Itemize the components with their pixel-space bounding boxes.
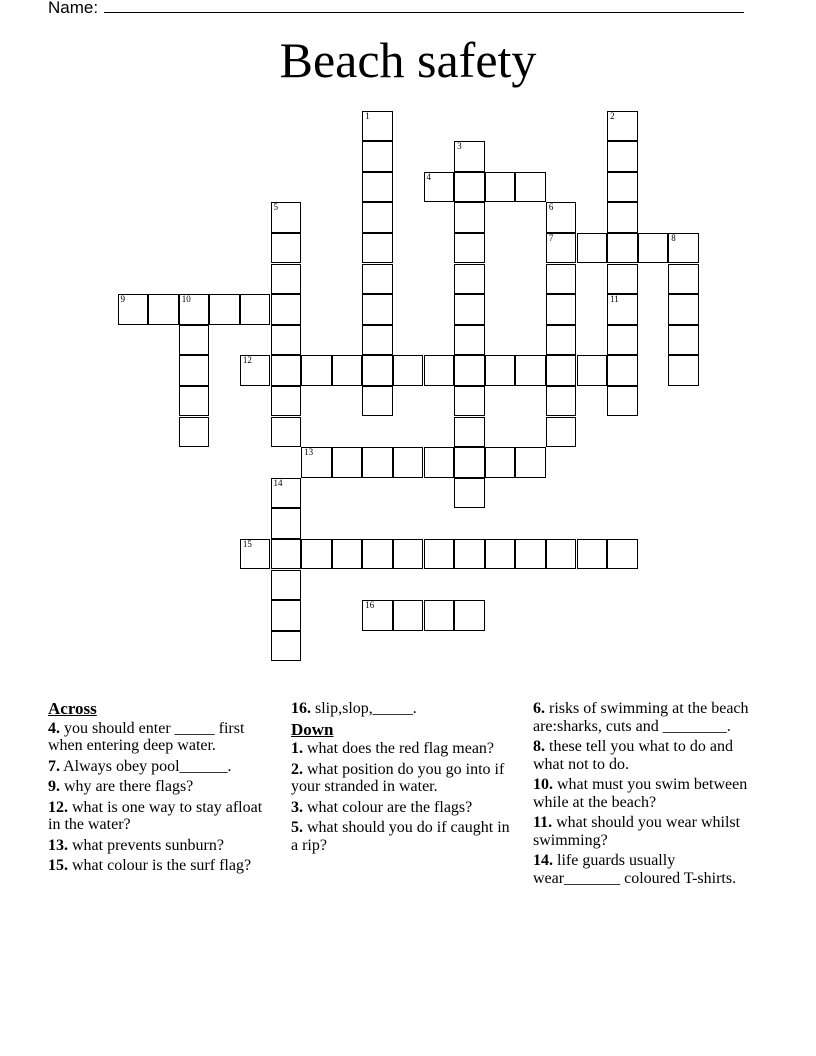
grid-cell[interactable] (607, 294, 638, 325)
grid-cell[interactable] (424, 447, 455, 478)
grid-cell[interactable] (118, 294, 149, 325)
grid-cell[interactable] (271, 600, 302, 631)
grid-cell[interactable] (301, 355, 332, 386)
grid-cell[interactable] (668, 325, 699, 356)
grid-cell[interactable] (393, 355, 424, 386)
grid-cell[interactable] (362, 264, 393, 295)
grid-cell[interactable] (393, 600, 424, 631)
grid-cell[interactable] (271, 264, 302, 295)
grid-cell[interactable] (546, 233, 577, 264)
grid-cell[interactable] (362, 355, 393, 386)
grid-cell[interactable] (393, 539, 424, 570)
grid-cell[interactable] (454, 386, 485, 417)
grid-cell[interactable] (546, 386, 577, 417)
grid-cell[interactable] (485, 172, 516, 203)
grid-cell[interactable] (271, 631, 302, 662)
grid-cell[interactable] (607, 386, 638, 417)
clue-text: what position do you go into if your stranded in water. (291, 760, 505, 795)
grid-cell[interactable] (271, 202, 302, 233)
cell-number: 3 (457, 141, 462, 152)
cell-number: 13 (304, 447, 314, 458)
grid-cell[interactable] (454, 600, 485, 631)
clue-number: 6. (533, 700, 545, 717)
cell-number: 5 (273, 202, 278, 213)
clue-down-6 (533, 700, 765, 735)
grid-cell[interactable] (362, 233, 393, 264)
clue-text: what prevents sunburn? (72, 836, 224, 854)
clue-text: slip,slop,_____. (315, 700, 417, 717)
grid-cell[interactable] (454, 233, 485, 264)
clue-text: what colour are the flags? (307, 798, 473, 816)
grid-cell[interactable] (454, 141, 485, 172)
clue-text: what colour is the surf flag? (72, 857, 252, 874)
clue-number: 14. (533, 852, 553, 869)
cell-number: 14 (273, 477, 283, 488)
grid-cell[interactable] (271, 417, 302, 448)
grid-cell[interactable] (271, 294, 302, 325)
grid-cell[interactable] (546, 325, 577, 356)
grid-cell[interactable] (362, 447, 393, 478)
clue-across-13 (48, 837, 270, 855)
grid-cell[interactable] (362, 386, 393, 417)
grid-cell[interactable] (546, 264, 577, 295)
grid-cell[interactable] (546, 294, 577, 325)
grid-cell[interactable] (393, 447, 424, 478)
clue-number: 12. (48, 798, 68, 816)
grid-cell[interactable] (607, 233, 638, 264)
clue-text: why are there flags? (64, 778, 194, 795)
grid-cell[interactable] (546, 202, 577, 233)
clue-number: 10. (533, 776, 553, 793)
clue-column-2 (291, 700, 513, 857)
grid-cell[interactable] (546, 539, 577, 570)
cell-number: 11 (610, 294, 619, 305)
grid-cell[interactable] (424, 539, 455, 570)
clue-number: 5. (291, 819, 303, 836)
grid-cell[interactable] (301, 539, 332, 570)
grid-cell[interactable] (546, 417, 577, 448)
grid-cell[interactable] (454, 539, 485, 570)
clue-down-11 (533, 814, 765, 849)
clue-across-4 (48, 720, 270, 755)
grid-cell[interactable] (362, 111, 393, 142)
cell-number: 9 (120, 294, 125, 305)
grid-cell[interactable] (424, 355, 455, 386)
clue-number: 3. (291, 798, 303, 816)
clue-number: 15. (48, 857, 68, 874)
grid-cell[interactable] (332, 539, 363, 570)
cell-number: 10 (181, 294, 191, 305)
clue-text: you should enter _____ first when entering deep water. (48, 719, 245, 754)
grid-cell[interactable] (362, 202, 393, 233)
grid-cell[interactable] (454, 417, 485, 448)
grid-cell[interactable] (577, 355, 608, 386)
clue-across-9 (48, 778, 270, 796)
grid-cell[interactable] (209, 294, 240, 325)
grid-cell[interactable] (668, 233, 699, 264)
clue-number: 16. (291, 700, 311, 717)
grid-cell[interactable] (607, 202, 638, 233)
grid-cell[interactable] (179, 325, 210, 356)
clue-down-10 (533, 776, 765, 811)
grid-cell[interactable] (271, 570, 302, 601)
clue-down-3 (291, 799, 513, 817)
clue-text: these tell you what to do and what not to do. (533, 738, 733, 773)
clue-down-1 (291, 740, 513, 758)
grid-cell[interactable] (454, 478, 485, 509)
grid-cell[interactable] (240, 539, 271, 570)
grid-cell[interactable] (271, 233, 302, 264)
grid-cell[interactable] (668, 264, 699, 295)
grid-cell[interactable] (454, 447, 485, 478)
clue-down-5 (291, 819, 513, 854)
clue-across-7 (48, 758, 270, 776)
grid-cell[interactable] (424, 172, 455, 203)
clue-text: Always obey pool______. (63, 757, 232, 775)
grid-cell[interactable] (148, 294, 179, 325)
grid-cell[interactable] (454, 172, 485, 203)
grid-cell[interactable] (179, 355, 210, 386)
clue-across-15 (48, 857, 270, 875)
cell-number: 4 (426, 171, 431, 182)
grid-cell[interactable] (546, 355, 577, 386)
cell-number: 12 (242, 355, 252, 366)
grid-cell[interactable] (362, 600, 393, 631)
clue-number: 7. (48, 757, 60, 775)
clue-number: 4. (48, 719, 60, 737)
cell-number: 15 (242, 538, 252, 549)
grid-cell[interactable] (515, 539, 546, 570)
grid-cell[interactable] (362, 325, 393, 356)
cell-number: 7 (548, 232, 554, 243)
grid-cell[interactable] (271, 386, 302, 417)
grid-cell[interactable] (271, 355, 302, 386)
grid-cell[interactable] (332, 447, 363, 478)
grid-cell[interactable] (271, 325, 302, 356)
grid-cell[interactable] (454, 294, 485, 325)
grid-cell[interactable] (362, 172, 393, 203)
cell-number: 1 (365, 110, 370, 121)
grid-cell[interactable] (301, 447, 332, 478)
page-title: Beach safety (279, 32, 537, 88)
clue-text: what does the red flag mean? (307, 740, 495, 757)
clue-number: 1. (291, 740, 303, 757)
grid-cell[interactable] (577, 539, 608, 570)
grid-cell[interactable] (271, 539, 302, 570)
grid-cell[interactable] (638, 233, 669, 264)
grid-cell[interactable] (607, 355, 638, 386)
clue-column-3 (533, 700, 765, 890)
grid-cell[interactable] (668, 294, 699, 325)
grid-cell[interactable] (515, 447, 546, 478)
clue-down-14 (533, 852, 765, 887)
grid-cell[interactable] (240, 294, 271, 325)
grid-cell[interactable] (577, 233, 608, 264)
grid-cell[interactable] (454, 325, 485, 356)
clue-text: what should you wear whilst swimming? (533, 814, 741, 849)
grid-cell[interactable] (515, 172, 546, 203)
grid-cell[interactable] (424, 600, 455, 631)
clue-number: 8. (533, 738, 545, 755)
clue-text: what must you swim between while at the beach? (533, 776, 748, 811)
cell-number: 16 (365, 600, 375, 611)
clue-across-12 (48, 799, 270, 834)
clue-down-2 (291, 761, 513, 796)
grid-cell[interactable] (454, 355, 485, 386)
clue-across-16 (291, 700, 513, 718)
grid-cell[interactable] (271, 508, 302, 539)
clue-down-8 (533, 738, 765, 773)
grid-cell[interactable] (485, 539, 516, 570)
grid-cell[interactable] (240, 355, 271, 386)
grid-cell[interactable] (179, 417, 210, 448)
cell-number: 8 (671, 232, 676, 243)
grid-cell[interactable] (485, 447, 516, 478)
clue-text: what should you do if caught in a rip? (291, 819, 510, 854)
clue-number: 11. (533, 814, 553, 831)
down-heading: Down (291, 719, 334, 739)
clue-number: 2. (291, 760, 303, 778)
grid-cell[interactable] (607, 539, 638, 570)
clue-text: life guards usually wear_______ coloured T-shirts. (533, 852, 737, 887)
clue-text: risks of swimming at the beach are:sharks, cuts and ________. (533, 700, 749, 735)
grid-cell[interactable] (607, 325, 638, 356)
grid-cell[interactable] (607, 172, 638, 203)
grid-cell[interactable] (485, 355, 516, 386)
grid-cell[interactable] (607, 264, 638, 295)
grid-cell[interactable] (362, 294, 393, 325)
clue-number: 13. (48, 836, 68, 854)
grid-cell[interactable] (607, 111, 638, 142)
grid-cell[interactable] (515, 355, 546, 386)
clue-column-1 (48, 700, 270, 878)
cell-number: 2 (610, 110, 615, 121)
grid-cell[interactable] (607, 141, 638, 172)
clue-text: what is one way to stay afloat in the water? (48, 798, 263, 833)
cell-number: 6 (548, 202, 554, 213)
grid-cell[interactable] (668, 355, 699, 386)
grid-cell[interactable] (454, 264, 485, 295)
clue-number: 9. (48, 778, 60, 795)
grid-cell[interactable] (179, 386, 210, 417)
grid-cell[interactable] (179, 294, 210, 325)
name-label: Name: (48, 0, 99, 17)
grid-cell[interactable] (332, 355, 363, 386)
grid-cell[interactable] (362, 141, 393, 172)
grid-cell[interactable] (271, 478, 302, 509)
grid-cell[interactable] (454, 202, 485, 233)
across-heading: Across (48, 699, 97, 718)
grid-cell[interactable] (362, 539, 393, 570)
